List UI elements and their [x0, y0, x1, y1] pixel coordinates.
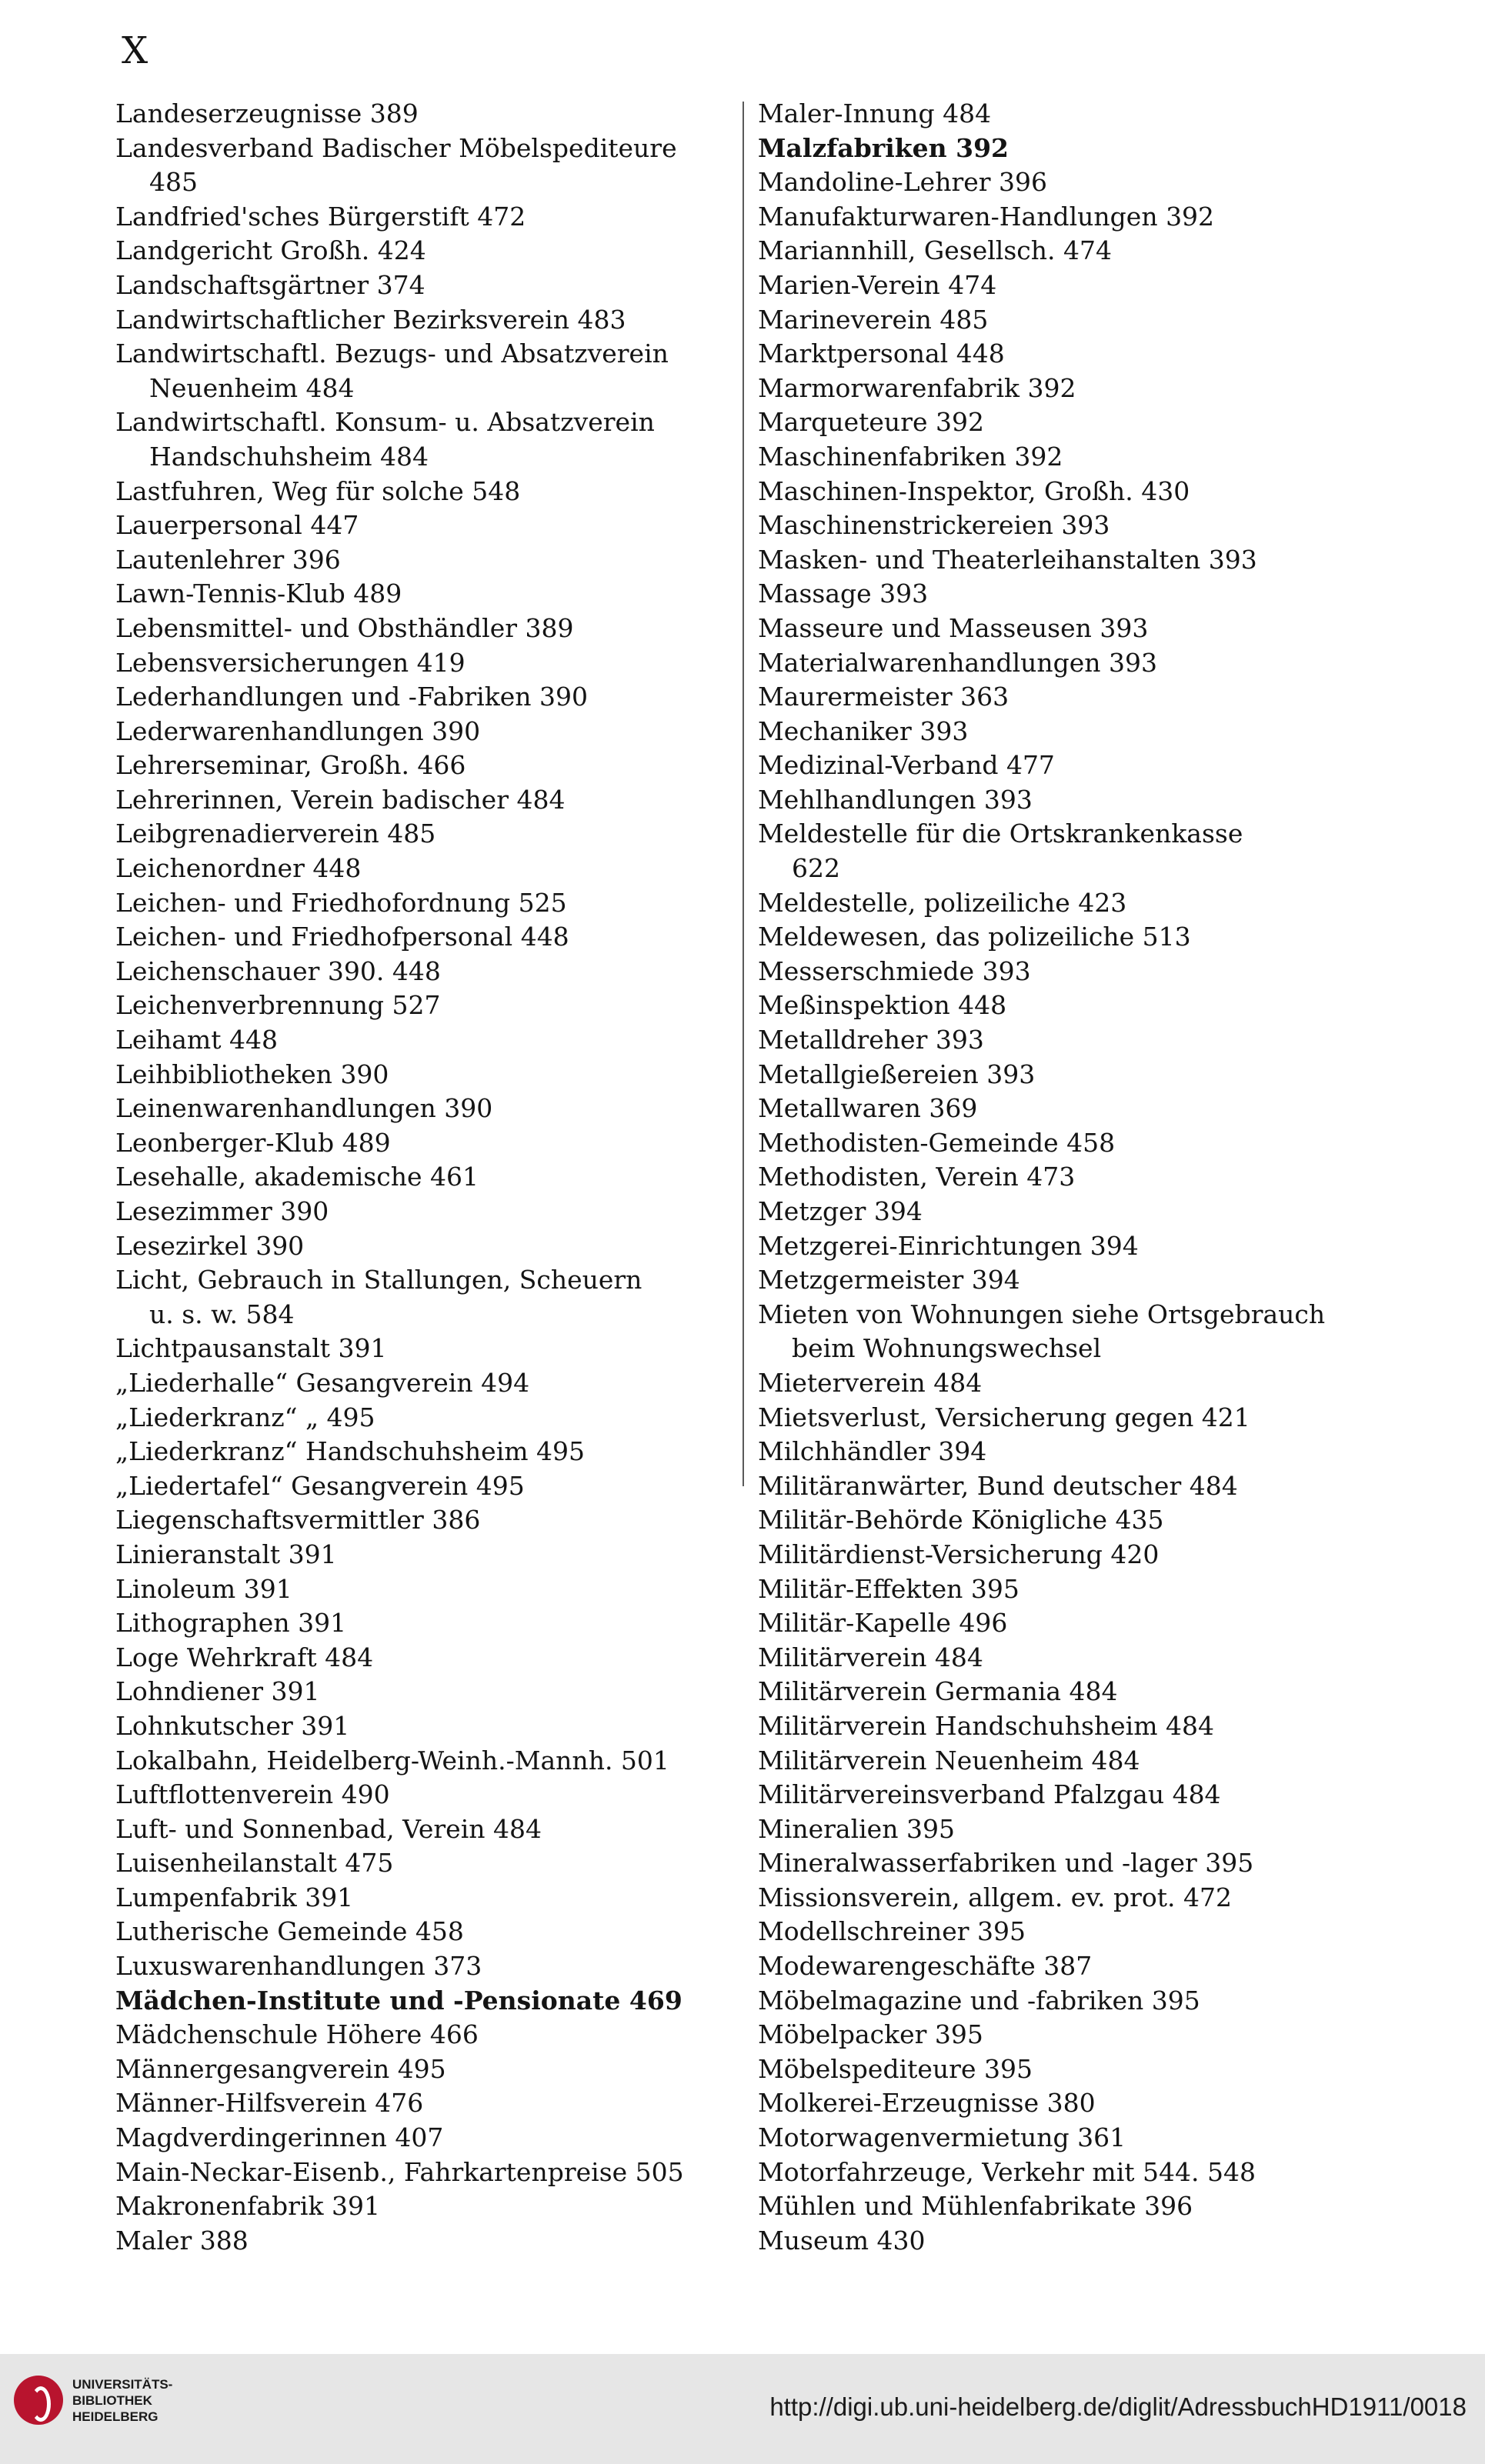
index-entry: Militär-Effekten 395: [758, 1573, 1019, 1604]
index-entry: Lehrerinnen, Verein badischer 484: [115, 784, 566, 815]
index-entry: Masseure und Masseusen 393: [758, 612, 1149, 643]
index-entry: Mechaniker 393: [758, 715, 969, 746]
index-entry: Metallgießereien 393: [758, 1059, 1036, 1089]
index-entry: Marktpersonal 448: [758, 338, 1005, 369]
index-entry: Lithographen 391: [115, 1608, 347, 1639]
index-entry: Militärverein Germania 484: [758, 1676, 1118, 1707]
index-entry: Landwirtschaftl. Konsum- u. Absatzverein: [115, 407, 655, 438]
index-entry: Mineralien 395: [758, 1813, 955, 1844]
index-entry: Maschinenstrickereien 393: [758, 510, 1110, 541]
index-entry: Leonberger-Klub 489: [115, 1127, 391, 1158]
index-entry: Leinenwarenhandlungen 390: [115, 1093, 493, 1124]
column-divider: [742, 102, 744, 1486]
index-entry: beim Wohnungswechsel: [792, 1333, 1102, 1364]
index-entry: Mühlen und Mühlenfabrikate 396: [758, 2191, 1193, 2222]
index-entry: Meßinspektion 448: [758, 990, 1007, 1021]
index-entry: Militäranwärter, Bund deutscher 484: [758, 1470, 1238, 1501]
index-entry: „Liedertafel“ Gesangverein 495: [115, 1470, 525, 1501]
index-entry: Landfried'sches Bürgerstift 472: [115, 201, 526, 232]
library-logo[interactable]: [14, 2376, 172, 2425]
index-entry: Leichen- und Friedhofpersonal 448: [115, 922, 569, 952]
index-entry: 622: [792, 853, 840, 884]
index-entry: Leichenschauer 390. 448: [115, 955, 441, 986]
index-entry: Möbelmagazine und -fabriken 395: [758, 1985, 1200, 2016]
index-entry: Meldestelle für die Ortskrankenkasse: [758, 819, 1243, 849]
library-logo-icon: [14, 2376, 63, 2425]
index-entry: Leichenverbrennung 527: [115, 990, 441, 1021]
index-entry: Landschaftsgärtner 374: [115, 269, 425, 300]
library-logo-text: [72, 2376, 172, 2425]
index-entry: Mehlhandlungen 393: [758, 784, 1033, 815]
index-entry: Molkerei-Erzeugnisse 380: [758, 2088, 1096, 2119]
index-entry: „Liederkranz“ Handschuhsheim 495: [115, 1436, 586, 1467]
index-entry: Lesezirkel 390: [115, 1230, 305, 1261]
index-entry: Lesezimmer 390: [115, 1196, 329, 1226]
index-entry: Militär-Behörde Königliche 435: [758, 1505, 1164, 1535]
source-url[interactable]: http://digi.ub.uni-heidelberg.de/diglit/AdressbuchHD1911/0018: [769, 2392, 1467, 2421]
index-entry: Linoleum 391: [115, 1573, 292, 1604]
index-entry: Militärverein 484: [758, 1642, 983, 1672]
index-entry: Lokalbahn, Heidelberg-Weinh.-Mannh. 501: [115, 1745, 669, 1775]
index-entry: Marineverein 485: [758, 304, 989, 335]
index-entry: Missionsverein, allgem. ev. prot. 472: [758, 1882, 1233, 1912]
index-entry: Maschinen-Inspektor, Großh. 430: [758, 475, 1190, 506]
index-entry: Motorfahrzeuge, Verkehr mit 544. 548: [758, 2156, 1256, 2187]
index-entry: Materialwarenhandlungen 393: [758, 647, 1158, 678]
index-entry: Lauerpersonal 447: [115, 510, 359, 541]
index-entry: „Liederkranz“ „ 495: [115, 1402, 375, 1432]
index-entry: Luisenheilanstalt 475: [115, 1848, 394, 1879]
index-entry: Lebensmittel- und Obsthändler 389: [115, 612, 574, 643]
index-entry: Militärverein Neuenheim 484: [758, 1745, 1140, 1775]
index-entry: u. s. w. 584: [149, 1299, 295, 1329]
logo-line-2: BIBLIOTHEK: [72, 2392, 152, 2408]
index-entry: Luftflottenverein 490: [115, 1779, 390, 1810]
index-entry: Masken- und Theaterleihanstalten 393: [758, 544, 1257, 575]
index-entry: Manufakturwaren-Handlungen 392: [758, 201, 1215, 232]
index-entry: Militärverein Handschuhsheim 484: [758, 1710, 1214, 1741]
index-entry: Leihbibliotheken 390: [115, 1059, 389, 1089]
index-entry: Milchhändler 394: [758, 1436, 987, 1467]
page-number: X: [122, 29, 148, 72]
index-entry: Lebensversicherungen 419: [115, 647, 466, 678]
index-entry: Maschinenfabriken 392: [758, 441, 1063, 472]
index-entry: Lehrerseminar, Großh. 466: [115, 750, 466, 781]
logo-line-1: UNIVERSITÄTS-: [72, 2376, 173, 2392]
index-entry: „Liederhalle“ Gesangverein 494: [115, 1367, 530, 1398]
index-entry: Landwirtschaftlicher Bezirksverein 483: [115, 304, 626, 335]
index-entry: Lumpenfabrik 391: [115, 1882, 354, 1912]
index-entry: Malzfabriken 392: [758, 132, 1009, 163]
index-entry: Mädchenschule Höhere 466: [115, 2019, 479, 2050]
index-entry: Modellschreiner 395: [758, 1916, 1026, 1947]
index-entry: Meldestelle, polizeiliche 423: [758, 887, 1127, 918]
index-entry: Möbelpacker 395: [758, 2019, 983, 2050]
index-entry: Maurermeister 363: [758, 682, 1009, 712]
index-entry: Marqueteure 392: [758, 407, 984, 438]
index-entry: Metzger 394: [758, 1196, 923, 1226]
index-entry: Leibgrenadierverein 485: [115, 819, 436, 849]
index-entry: Neuenheim 484: [149, 372, 355, 403]
index-entry: Metzgermeister 394: [758, 1265, 1020, 1295]
index-entry: Mieten von Wohnungen siehe Ortsgebrauch: [758, 1299, 1326, 1329]
index-entry: Landeserzeugnisse 389: [115, 98, 419, 128]
index-entry: Handschuhsheim 484: [149, 441, 429, 472]
logo-line-3: HEIDELBERG: [72, 2409, 159, 2424]
index-entry: Main-Neckar-Eisenb., Fahrkartenpreise 505: [115, 2156, 684, 2187]
index-column-left: [115, 97, 731, 2258]
index-entry: Militärvereinsverband Pfalzgau 484: [758, 1779, 1221, 1810]
index-entry: Luft- und Sonnenbad, Verein 484: [115, 1813, 542, 1844]
index-entry: Leichen- und Friedhofordnung 525: [115, 887, 567, 918]
index-entry: Metalldreher 393: [758, 1025, 984, 1055]
index-entry: Methodisten, Verein 473: [758, 1162, 1076, 1192]
index-entry: Linieranstalt 391: [115, 1539, 337, 1569]
index-entry: Massage 393: [758, 578, 929, 609]
index-entry: Mineralwasserfabriken und -lager 395: [758, 1848, 1254, 1879]
index-entry: Mandoline-Lehrer 396: [758, 167, 1048, 198]
index-entry: Militär-Kapelle 496: [758, 1608, 1008, 1639]
index-entry: Lautenlehrer 396: [115, 544, 341, 575]
index-entry: Lutherische Gemeinde 458: [115, 1916, 464, 1947]
index-entry: Lohnkutscher 391: [115, 1710, 350, 1741]
index-entry: Mietsverlust, Versicherung gegen 421: [758, 1402, 1250, 1432]
index-entry: Mädchen-Institute und -Pensionate 469: [115, 1985, 682, 2016]
index-entry: Mariannhill, Gesellsch. 474: [758, 235, 1112, 266]
index-entry: Motorwagenvermietung 361: [758, 2122, 1126, 2153]
index-entry: Männergesangverein 495: [115, 2053, 446, 2084]
index-entry: Lohndiener 391: [115, 1676, 320, 1707]
index-entry: Medizinal-Verband 477: [758, 750, 1055, 781]
index-entry: Marien-Verein 474: [758, 269, 997, 300]
footer-bar: [0, 2354, 1485, 2464]
index-entry: Modewarengeschäfte 387: [758, 1951, 1093, 1982]
index-entry: Leihamt 448: [115, 1025, 278, 1055]
index-entry: Lesehalle, akademische 461: [115, 1162, 479, 1192]
index-column-right: [758, 97, 1373, 2258]
index-entry: Lichtpausanstalt 391: [115, 1333, 387, 1364]
index-entry: Männer-Hilfsverein 476: [115, 2088, 424, 2119]
index-entry: Marmorwarenfabrik 392: [758, 372, 1076, 403]
index-entry: Maler 388: [115, 2225, 249, 2256]
index-entry: Magdverdingerinnen 407: [115, 2122, 444, 2153]
index-entry: Mieterverein 484: [758, 1367, 983, 1398]
index-entry: Metallwaren 369: [758, 1093, 978, 1124]
index-entry: Leichenordner 448: [115, 853, 362, 884]
index-entry: Licht, Gebrauch in Stallungen, Scheuern: [115, 1265, 642, 1295]
index-entry: Liegenschaftsvermittler 386: [115, 1505, 481, 1535]
index-entry: 485: [149, 167, 198, 198]
index-entry: Meldewesen, das polizeiliche 513: [758, 922, 1191, 952]
index-entry: Landesverband Badischer Möbelspediteure: [115, 132, 677, 163]
index-entry: Loge Wehrkraft 484: [115, 1642, 374, 1672]
index-entry: Museum 430: [758, 2225, 926, 2256]
index-entry: Militärdienst-Versicherung 420: [758, 1539, 1160, 1569]
index-entry: Maler-Innung 484: [758, 98, 992, 128]
index-entry: Landwirtschaftl. Bezugs- und Absatzverein: [115, 338, 669, 369]
index-entry: Möbelspediteure 395: [758, 2053, 1033, 2084]
index-entry: Metzgerei-Einrichtungen 394: [758, 1230, 1139, 1261]
index-entry: Lederwarenhandlungen 390: [115, 715, 481, 746]
index-entry: Luxuswarenhandlungen 373: [115, 1951, 482, 1982]
index-entry: Lastfuhren, Weg für solche 548: [115, 475, 521, 506]
index-entry: Messerschmiede 393: [758, 955, 1031, 986]
index-entry: Lederhandlungen und -Fabriken 390: [115, 682, 588, 712]
index-entry: Methodisten-Gemeinde 458: [758, 1127, 1116, 1158]
index-entry: Landgericht Großh. 424: [115, 235, 426, 266]
index-entry: Lawn-Tennis-Klub 489: [115, 578, 402, 609]
index-entry: Makronenfabrik 391: [115, 2191, 380, 2222]
